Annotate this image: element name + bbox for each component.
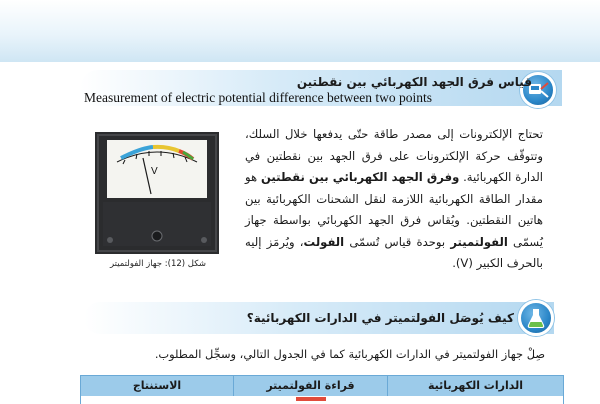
voltmeter-illustration xyxy=(95,132,219,254)
table-header-conclusion: الاستنتاج xyxy=(81,376,233,396)
meter-scale-label: V xyxy=(151,166,158,177)
section2-title: كيف يُوصَل الفولتميتر في الدارات الكهربائية؟ xyxy=(246,311,514,325)
activity-instruction: صِلْ جهاز الفولتميتر في الدارات الكهربائية كما في الجدول التالي، وسجِّل المطلوب. xyxy=(154,347,545,361)
activity-icon-badge xyxy=(518,300,554,336)
table-header-voltmeter-reading: قراءة الفولتميتر xyxy=(233,376,387,396)
paragraph-bold-term-1: وفرق الجهد الكهربائي بين نقطتين xyxy=(260,170,460,184)
body-paragraph xyxy=(245,124,543,275)
paragraph-bold-term-2: الفولتميتر xyxy=(450,234,508,249)
paragraph-text-3: بوحدة قياس تُسمّى xyxy=(344,234,451,249)
section1-title-english: Measurement of electric potential difference between two points xyxy=(84,90,432,105)
figure-caption: شكل (12): جهاز الفولتميتر xyxy=(109,259,207,269)
paragraph-bold-term-3: الفولت xyxy=(303,234,345,249)
table-row-red-mark xyxy=(296,397,326,401)
paragraph-text-2: هو مقدار الطاقة الكهربائية اللازمة لنقل الشحنات الكهربائية بين هاتين النقطتين. ويُقاس فرق الجهد الكهربائي بواسطة جهاز يُسمّى xyxy=(245,170,543,249)
section1-title-arabic: قياس فرق الجهد الكهربائي بين نقطتين xyxy=(296,75,532,89)
top-decorative-band xyxy=(0,0,600,62)
flask-icon xyxy=(521,303,551,333)
paragraph-text-4: ، ويُرمَز إليه بالحرف الكبير (V). xyxy=(245,234,543,270)
voltmeter-photo xyxy=(95,132,219,254)
table-header-circuits: الدارات الكهربائية xyxy=(387,376,563,396)
paragraph-text-1: تحتاج الإلكترونات إلى مصدر طاقة حتّى يدفعها خلال السلك، وتتوقّف حركة الإلكترونات على فرق الجهد بين نقطتين في الدارة الكهربائية. xyxy=(245,127,543,184)
